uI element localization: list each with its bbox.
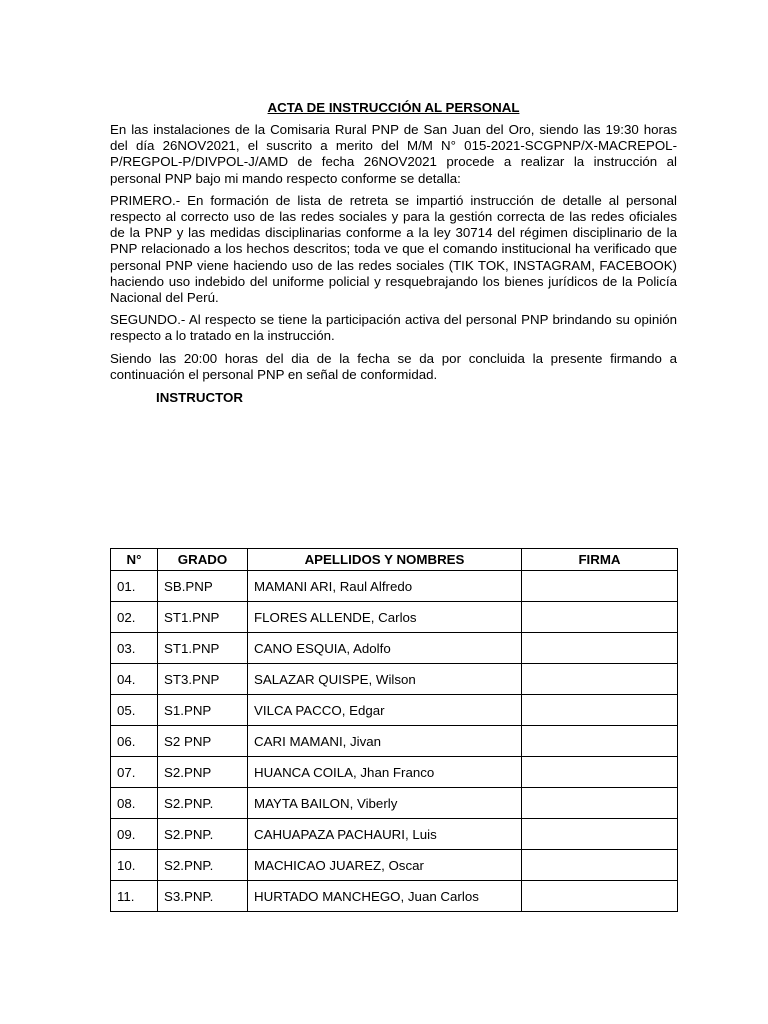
row-firma xyxy=(522,633,678,664)
row-firma xyxy=(522,757,678,788)
row-num: 04. xyxy=(111,664,158,695)
row-grado: SB.PNP xyxy=(158,571,248,602)
row-firma xyxy=(522,850,678,881)
document-body xyxy=(110,99,677,406)
row-grado: S1.PNP xyxy=(158,695,248,726)
row-name: SALAZAR QUISPE, Wilson xyxy=(248,664,522,695)
table-header-row xyxy=(111,549,678,571)
row-num: 09. xyxy=(111,819,158,850)
row-num: 11. xyxy=(111,881,158,912)
row-firma xyxy=(522,695,678,726)
table-row xyxy=(111,819,678,850)
row-name: HUANCA COILA, Jhan Franco xyxy=(248,757,522,788)
table-row xyxy=(111,602,678,633)
row-firma xyxy=(522,602,678,633)
paragraph-primero: PRIMERO.- En formación de lista de retreta se impartió instrucción de detalle al personal respecto al correcto uso de las redes sociales y para la gestión correcta de las redes oficiales de la PNP y las medidas disciplinarias conforme a la ley 30714 del régimen disciplinario de la PNP relacionado a los hechos descritos; toda ve que el comando institucional ha verificado que personal PNP viene haciendo uso de las redes sociales (TIK TOK, INSTAGRAM, FACEBOOK) haciendo uso indebido del uniforme policial y resquebrajando los bienes jurídicos de la Policía Nacional del Perú. xyxy=(110,192,677,306)
row-firma xyxy=(522,819,678,850)
row-num: 05. xyxy=(111,695,158,726)
row-name: HURTADO MANCHEGO, Juan Carlos xyxy=(248,881,522,912)
row-name: FLORES ALLENDE, Carlos xyxy=(248,602,522,633)
row-name: CARI MAMANI, Jivan xyxy=(248,726,522,757)
row-firma xyxy=(522,571,678,602)
row-name: MAYTA BAILON, Viberly xyxy=(248,788,522,819)
row-grado: S2 PNP xyxy=(158,726,248,757)
row-name: CAHUAPAZA PACHAURI, Luis xyxy=(248,819,522,850)
row-name: VILCA PACCO, Edgar xyxy=(248,695,522,726)
row-grado: S2.PNP. xyxy=(158,788,248,819)
paragraph-intro: En las instalaciones de la Comisaria Rural PNP de San Juan del Oro, siendo las 19:30 horas del día 26NOV2021, el suscrito a merito del M/M N° 015-2021-SCGPNP/X-MACREPOL-P/REGPOL-P/DIVPOL-J/AMD de fecha 26NOV2021 procede a realizar la instrucción al personal PNP bajo mi mando respecto conforme se detalla: xyxy=(110,122,677,186)
row-firma xyxy=(522,664,678,695)
paragraph-closing: Siendo las 20:00 horas del dia de la fecha se da por concluida la presente firmando a continuación el personal PNP en señal de conformidad. xyxy=(110,350,677,382)
table-row xyxy=(111,757,678,788)
table-row xyxy=(111,881,678,912)
row-firma xyxy=(522,881,678,912)
table-row xyxy=(111,726,678,757)
personnel-table xyxy=(110,548,678,912)
row-grado: ST3.PNP xyxy=(158,664,248,695)
row-num: 07. xyxy=(111,757,158,788)
row-grado: ST1.PNP xyxy=(158,633,248,664)
row-grado: ST1.PNP xyxy=(158,602,248,633)
header-firma: FIRMA xyxy=(522,549,678,571)
header-grado: GRADO xyxy=(158,549,248,571)
header-num: N° xyxy=(111,549,158,571)
instructor-label: INSTRUCTOR xyxy=(156,390,243,406)
row-num: 06. xyxy=(111,726,158,757)
table-row xyxy=(111,695,678,726)
table-row xyxy=(111,664,678,695)
header-name: APELLIDOS Y NOMBRES xyxy=(248,549,522,571)
row-num: 01. xyxy=(111,571,158,602)
row-firma xyxy=(522,726,678,757)
table-row xyxy=(111,633,678,664)
row-name: CANO ESQUIA, Adolfo xyxy=(248,633,522,664)
row-grado: S2.PNP. xyxy=(158,819,248,850)
row-grado: S3.PNP. xyxy=(158,881,248,912)
row-num: 08. xyxy=(111,788,158,819)
row-grado: S2.PNP xyxy=(158,757,248,788)
table-body xyxy=(111,571,678,912)
row-grado: S2.PNP. xyxy=(158,850,248,881)
row-name: MAMANI ARI, Raul Alfredo xyxy=(248,571,522,602)
table-row xyxy=(111,788,678,819)
row-name: MACHICAO JUAREZ, Oscar xyxy=(248,850,522,881)
document-title: ACTA DE INSTRUCCIÓN AL PERSONAL xyxy=(267,100,520,115)
row-num: 02. xyxy=(111,602,158,633)
table-row xyxy=(111,850,678,881)
row-num: 10. xyxy=(111,850,158,881)
row-num: 03. xyxy=(111,633,158,664)
row-firma xyxy=(522,788,678,819)
paragraph-segundo: SEGUNDO.- Al respecto se tiene la participación activa del personal PNP brindando su opinión respecto a lo tratado en la instrucción. xyxy=(110,312,677,344)
table-row xyxy=(111,571,678,602)
